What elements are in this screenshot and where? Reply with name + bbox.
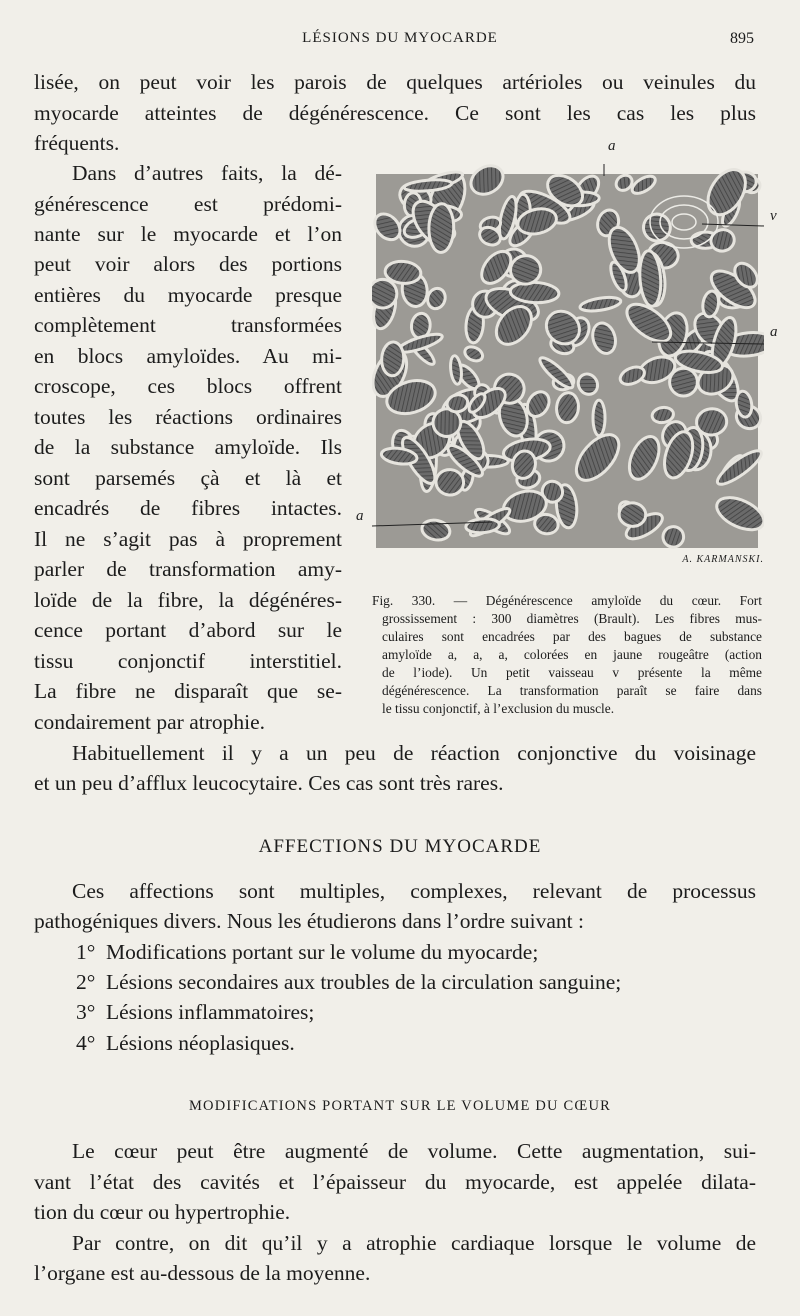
- text-line: l’organe est au-dessous de la moyenne.: [34, 1261, 371, 1285]
- tissue-cell: [428, 204, 454, 253]
- tissue-cell: [465, 518, 499, 534]
- text-line: Il ne s’agit pas à proprement: [34, 527, 342, 551]
- text-line: sont parsemés çà et là et: [34, 466, 342, 490]
- text-line: vant l’état des cavités et l’épaisseur du myocarde, est appelée dilata-: [34, 1170, 756, 1194]
- text-line: Le cœur peut être augmenté de volume. Cette augmentation, sui-: [72, 1139, 756, 1163]
- text-line: condairement par atrophie.: [34, 710, 266, 734]
- list-item: [76, 1028, 295, 1058]
- page-number: 895: [730, 30, 754, 47]
- text-line: lisée, on peut voir les parois de quelques artérioles ou veinules du: [34, 70, 756, 94]
- figure-label-v: v: [770, 208, 777, 224]
- text-line: entières du myocarde presque: [34, 283, 342, 307]
- tissue-cell: [435, 468, 465, 497]
- text-line: La fibre ne disparaît que se-: [34, 679, 342, 703]
- caption-line: de l’iode). Un petit vaisseau v présente la même: [382, 665, 762, 680]
- list-number: 4°: [76, 1031, 96, 1055]
- caption-line: dégénérescence. La transformation paraît se faire dans: [382, 683, 762, 698]
- text-line: et un peu d’afflux leucocytaire. Ces cas sont très rares.: [34, 771, 504, 795]
- text-line: Par contre, on dit qu’il y a atrophie cardiaque lorsque le volume de: [72, 1231, 756, 1255]
- text-line: Ces affections sont multiples, complexes, relevant de processus: [72, 879, 756, 903]
- figure-label-a: a: [608, 138, 616, 154]
- illustrator-signature: A. KARMANSKI.: [682, 554, 764, 565]
- text-line: myocarde atteintes de dégénérescence. Ce sont les cas les plus: [34, 101, 756, 125]
- text-line: cence portant d’abord sur le: [34, 618, 342, 642]
- text-line: parler de transformation amy-: [34, 557, 342, 581]
- text-line: fréquents.: [34, 131, 120, 155]
- list-text: Lésions néoplasiques.: [106, 1031, 295, 1055]
- caption-line: Fig. 330. — Dégénérescence amyloïde du cœur. Fort: [372, 593, 762, 608]
- section-heading: AFFECTIONS DU MYOCARDE: [258, 836, 542, 857]
- text-line: loïde de la fibre, la dégénéres-: [34, 588, 342, 612]
- figure-330: [356, 138, 778, 565]
- text-line: croscope, ces blocs offrent: [34, 374, 342, 398]
- caption-line: amyloïde a, a, a, colorées en jaune rougeâtre (action: [382, 647, 762, 662]
- text-line: Habituellement il y a un peu de réaction conjonctive du voisinage: [72, 741, 756, 765]
- tissue-cell: [381, 341, 405, 376]
- figure-label-a: a: [356, 508, 364, 524]
- tissue-cell: [510, 281, 560, 304]
- subsection-heading: MODIFICATIONS PORTANT SUR LE VOLUME DU CŒUR: [188, 1098, 612, 1114]
- tissue-cell: [618, 502, 646, 527]
- list-item: [76, 937, 538, 967]
- figure-caption: [372, 592, 762, 718]
- caption-line: culaires sont encadrées par des bagues de substance: [382, 629, 762, 644]
- tissue-cell: [593, 400, 605, 436]
- text-line: nante sur le myocarde et l’on: [34, 222, 342, 246]
- caption-line: le tissu conjonctif, à l’exclusion du muscle.: [382, 701, 615, 716]
- text-line: pathogéniques divers. Nous les étudierons dans l’ordre suivant :: [34, 909, 584, 933]
- list-number: 1°: [76, 940, 96, 964]
- text-line: toutes les réactions ordinaires: [34, 405, 342, 429]
- figure-label-a: a: [770, 324, 778, 340]
- text-line: tissu conjonctif interstitiel.: [34, 649, 342, 673]
- list-text: Lésions inflammatoires;: [106, 1000, 315, 1024]
- tissue-cell: [372, 279, 398, 309]
- text-line: Dans d’autres faits, la dé-: [72, 161, 342, 185]
- list-text: Modifications portant sur le volume du myocarde;: [106, 940, 539, 964]
- list-text: Lésions secondaires aux troubles de la circulation sanguine;: [106, 970, 622, 994]
- micrograph-illustration: [372, 164, 764, 552]
- list-item: [76, 997, 314, 1027]
- caption-line: grossissement : 300 diamètres (Brault). Les fibres mus-: [382, 611, 762, 626]
- text-line: complètement transformées: [34, 313, 342, 337]
- text-line: en blocs amyloïdes. Au mi-: [34, 344, 342, 368]
- text-line: générescence est prédomi-: [34, 192, 342, 216]
- running-title: LÉSIONS DU MYOCARDE: [302, 30, 498, 46]
- text-line: de la substance amyloïde. Ils: [34, 435, 342, 459]
- text-line: tion du cœur ou hypertrophie.: [34, 1200, 291, 1224]
- list-number: 2°: [76, 970, 96, 994]
- text-line: peut voir alors des portions: [34, 252, 342, 276]
- list-number: 3°: [76, 1000, 96, 1024]
- text-line: encadrés de fibres intactes.: [34, 496, 342, 520]
- list-item: [76, 967, 621, 997]
